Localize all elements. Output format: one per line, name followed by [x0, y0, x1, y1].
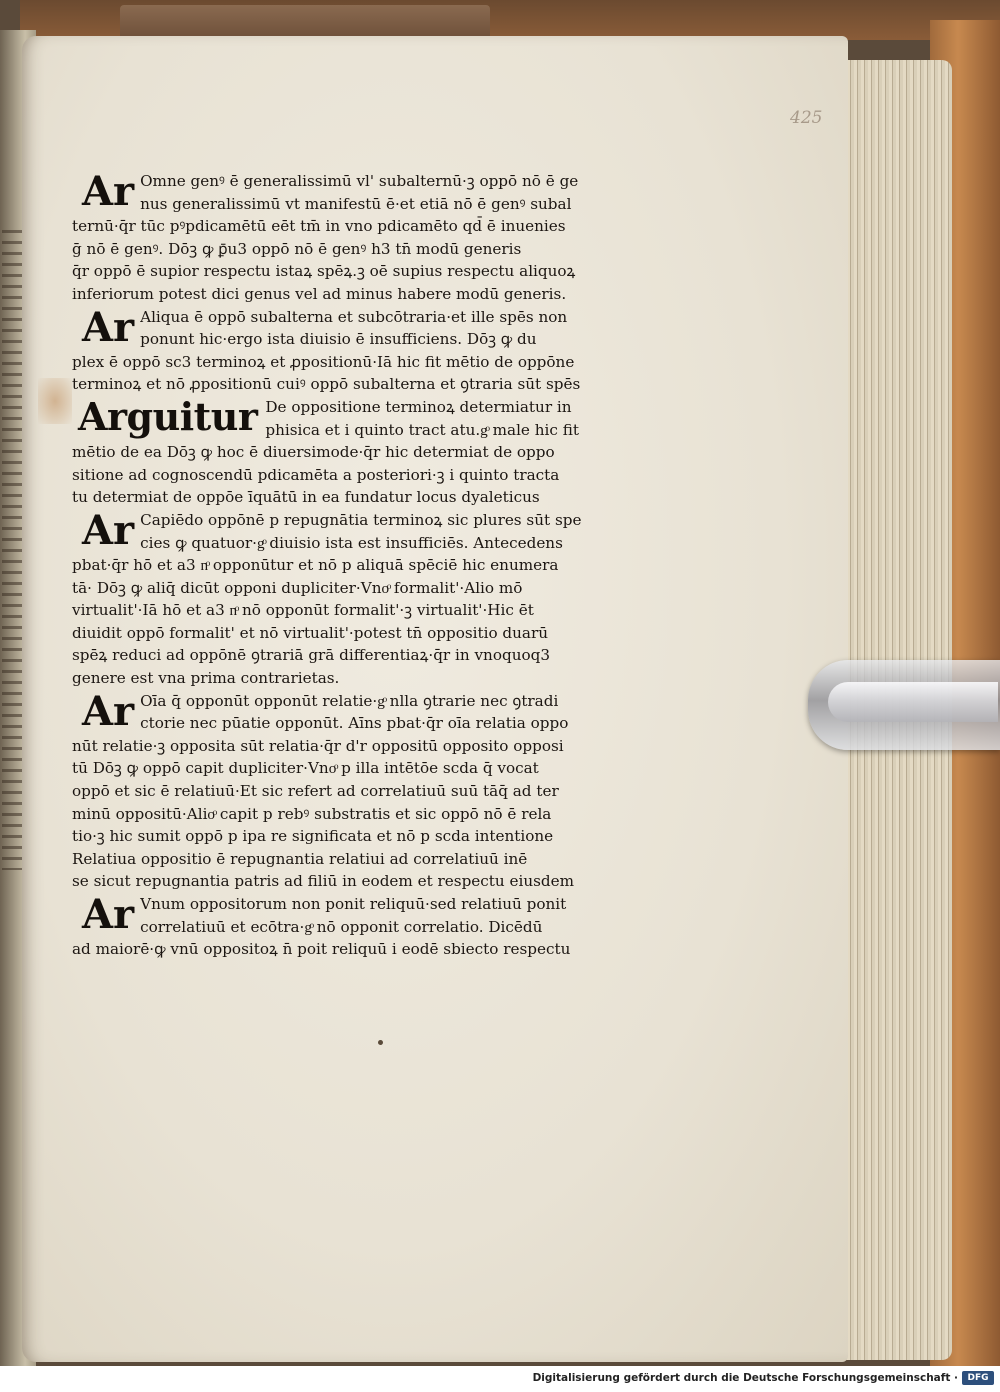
paragraph	[72, 170, 602, 306]
paragraph	[72, 393, 602, 509]
paragraph-lead: Ar	[82, 891, 135, 938]
folio-number: 425	[790, 108, 823, 128]
paragraph-lead: Arguitur	[78, 393, 258, 439]
paragraph	[72, 506, 602, 690]
text-line: genere est vna prima contrarietas.	[72, 669, 340, 688]
paragraph	[72, 687, 602, 893]
text-line: tio·ꝫ hic sumit oppō p ipa re significata et nō p scda intentione	[72, 827, 554, 846]
text-line: sitione ad cognoscendū pdicamēta a posteriori·ꝫ i quinto tracta	[72, 465, 560, 484]
text-line: ḡ nō ē genꝰ. Dōꝫ ꝙ ꝑ̄u3 oppō nō ē genꝰ h3 tn̄ modū generis	[72, 239, 522, 258]
text-line: tū Dōꝫ ꝙ oppō capit dupliciter·Vnoͦ p illa intētōe scda q̄ vocat	[72, 759, 539, 778]
text-line: ternū·q̄r tūc pꝰpdicamētū eēt tm̄ in vno pdicamēto qd̄ ē inuenies	[72, 217, 566, 236]
text-block	[72, 170, 602, 961]
text-line: Omne genꝰ ē generalissimū vl' subalternū·ꝫ oppō nō ē ge	[140, 172, 579, 190]
paragraph	[72, 893, 602, 961]
text-line: se sicut repugnantia patris ad filiū in eodem et respectu eiusdem	[72, 872, 575, 891]
text-line: inferiorum potest dici genus vel ad minus habere modū generis.	[72, 284, 567, 303]
text-line: terminoꝝ et nō ꝓpositionū cuiꝰ oppō subalterna et ꝯtraria sūt spēs	[72, 375, 581, 394]
text-line: q̄r oppō ē supior respectu istaꝝ spēꝝ.ꝫ oē supius respectu aliquoꝝ	[72, 262, 576, 281]
text-line: minū oppositū·Alioͦ capit p rebꝰ substratis et sic oppō nō ē rela	[72, 804, 552, 823]
footer	[0, 1366, 1000, 1392]
text-line: diuidit oppō formalit' et nō virtualit'·potest tn̄ oppositio duarū	[72, 623, 549, 642]
text-line: ad maiorē·ꝙ vnū oppositoꝝ n̄ poit reliquū i eodē sbiecto respectu	[72, 940, 571, 959]
text-line: nus generalissimū vt manifestū ē·et etiā nō ē genꝰ subal	[140, 194, 572, 213]
page-clamp	[808, 660, 1000, 750]
text-line: pbat·q̄r hō et a3 nͦ opponūtur et nō p aliquā spēciē hic enumera	[72, 556, 559, 575]
text-line: tu determiat de oppōe īquātū in ea fundatur locus dyaleticus	[72, 488, 540, 507]
paragraph-lead: Ar	[82, 303, 135, 351]
text-line: plex ē oppō sc3 terminoꝝ et ꝓpositionū·Iā hic fit mētio de oppōne	[72, 352, 575, 371]
text-line: nūt relatie·ꝫ opposita sūt relatia·q̄r d'r oppositū opposito opposi	[72, 736, 564, 755]
text-line: ponunt hic·ergo ista diuisio ē insufficiens. Dōꝫ ꝙ du	[140, 330, 537, 349]
text-line: Oīa q̄ opponūt opponūt relatie·gͦ nlla ꝯtrarie nec ꝯtradi	[140, 691, 559, 710]
text-line: Relatiua oppositio ē repugnantia relatiui ad correlatiuū inē	[72, 849, 528, 868]
dfg-logo: DFG	[962, 1371, 994, 1385]
text-line: spēꝝ reduci ad oppōnē ꝯtrariā grā differentiaꝝ·q̄r in vnoquoq3	[72, 646, 551, 665]
text-line: Aliqua ē oppō subalterna et subcōtraria·et ille spēs non	[140, 307, 568, 326]
paper-stain	[38, 378, 72, 424]
text-line: Capiēdo oppōnē p repugnātia terminoꝝ sic plures sūt spe	[140, 510, 582, 529]
text-line: De oppositione terminoꝝ determiatur in	[265, 397, 572, 416]
text-line: phisica et i quinto tract atu.gͦ male hic fit	[265, 420, 579, 439]
ink-dot	[378, 1040, 383, 1045]
facing-page-text	[2, 230, 24, 870]
text-line: ctorie nec pūatie opponūt. Aīns pbat·q̄r oīa relatia oppo	[140, 714, 569, 733]
text-line: mētio de ea Dōꝫ ꝙ hoc ē diuersimode·q̄r hic determiat de oppo	[72, 443, 555, 462]
paragraph-lead: Ar	[82, 687, 135, 735]
paragraph-lead: Ar	[82, 168, 135, 215]
page-clamp-inner	[828, 682, 998, 722]
text-line: oppō et sic ē relatiuū·Et sic refert ad correlatiuū suū tāq̄ ad ter	[72, 782, 559, 801]
text-line: tā· Dōꝫ ꝙ aliq̄ dicūt opponi dupliciter·Vnoͦ formalit'·Alio mō	[72, 578, 523, 597]
paragraph-lead: Ar	[82, 506, 135, 554]
text-line: virtualit'·Iā hō et a3 nͦ nō opponūt formalit'·ꝫ virtualit'·Hic ēt	[72, 601, 534, 620]
footer-credit: Digitalisierung gefördert durch die Deutsche Forschungsgemeinschaft ·	[532, 1372, 958, 1384]
text-line: Vnum oppositorum non ponit reliquū·sed relatiuū ponit	[140, 895, 567, 913]
text-line: cies ꝙ quatuor·gͦ diuisio ista est insufficiēs. Antecedens	[140, 533, 563, 552]
text-line: correlatiuū et ecōtra·gͦ nō opponit correlatio. Dicēdū	[140, 917, 543, 936]
paragraph	[72, 303, 602, 396]
